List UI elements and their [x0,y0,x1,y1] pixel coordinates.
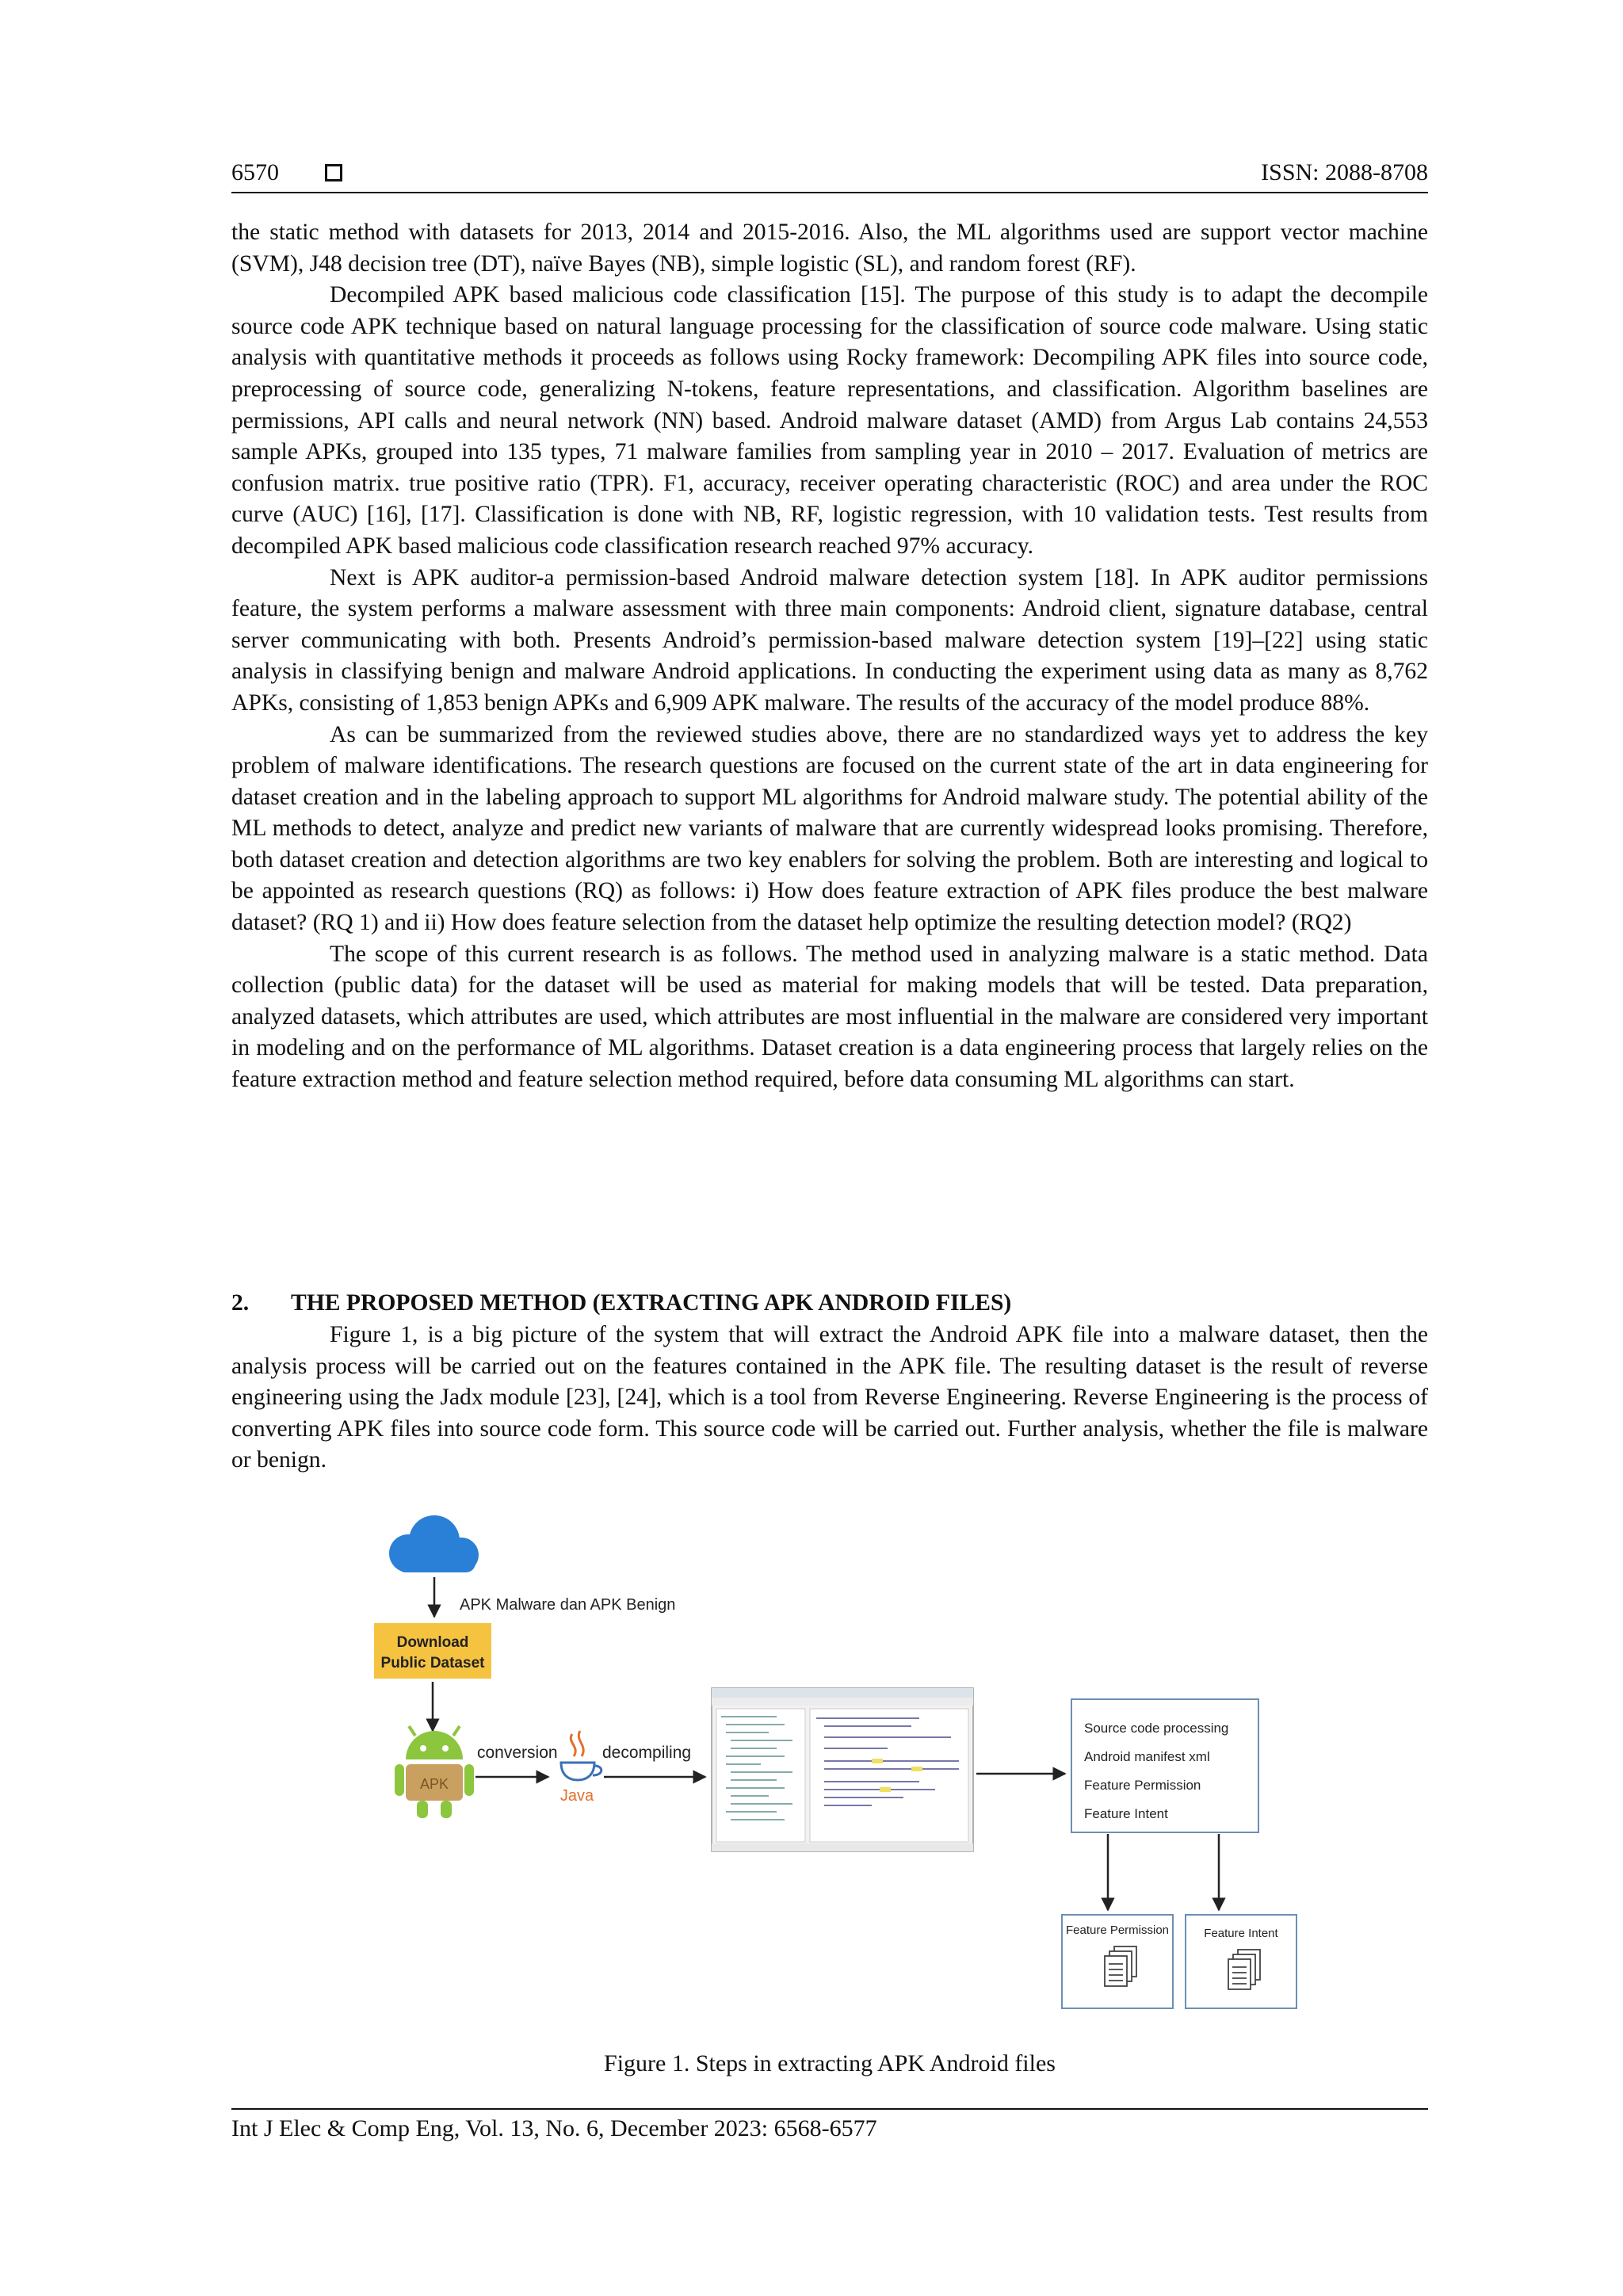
square-icon [325,164,342,181]
feature-permission-label: Feature Permission [1065,1924,1170,1937]
footer-journal: Int J Elec & Comp Eng, Vol. 13, No. 6, December 2023: 6568-6577 [231,2115,877,2141]
decompiling-label: decompiling [602,1744,692,1762]
decompiler-screenshot [712,1688,973,1851]
feature-extraction-box [1071,1699,1258,1832]
figure-1-diagram [365,1506,1300,2029]
download-public-dataset-box [374,1623,491,1679]
paragraph: Next is APK auditor-a permission-based Android malware detection system [18]. In APK auditor permissions feature, the system performs a malware assessment with three main components: Android client, signature database, central server communicating with both. Presents Android’s permission-based malware detection system [19]–[22] using static analysis in classifying benign and malware Android applications. In conducting the experiment using data as many as 8,762 APKs, consisting of 1,853 benign APKs and 6,909 APK malware. The results of the accuracy of the model produce 88%. [231,564,1428,716]
java-icon [560,1731,601,1805]
feature-item: Source code processing [1084,1721,1229,1736]
public-dataset-label: Public Dataset [380,1655,485,1671]
header-rule [231,192,1428,193]
issn: ISSN: 2088-8708 [1261,159,1428,185]
download-label: Download [396,1634,469,1651]
paragraph: Figure 1, is a big picture of the system that will extract the Android APK file into a malware dataset, then the analysis process will be carried out on the features contained in the APK file. The resulting dataset is the result of reverse engineering using the Jadx module [23], [24], which is a tool from Reverse Engineering. Reverse Engineering is the process of converting APK files into source code form. This source code will be carried out. Further analysis, whether the file is malware or benign. [231,1322,1428,1473]
paragraph: the static method with datasets for 2013, 2014 and 2015-2016. Also, the ML algorithms used are support vector machine (SVM), J48 decision tree (DT), naïve Bayes (NB), simple logistic (SL), and random forest (RF). [231,220,1428,277]
document-icon [1105,1946,1136,1986]
page-header [231,155,1428,190]
java-label: Java [559,1787,594,1805]
feature-permission-output [1062,1915,1173,2008]
source-label: APK Malware dan APK Benign [460,1596,676,1614]
page-number: 6570 [231,159,279,185]
paragraph: Decompiled APK based malicious code classification [15]. The purpose of this study is to adapt the decompile source code APK technique based on natural language processing for the classification of source code malware. Using static analysis with quantitative methods it proceeds as follows using Rocky framework: Decompiling APK files into source code, preprocessing of source code, generalizing N-tokens, feature representations, and classification. Algorithm baselines are permissions, API calls and neural network (NN) based. Android malware dataset (AMD) from Argus Lab contains 24,553 sample APKs, grouped into 135 types, 71 malware families from sampling year in 2010 – 2017. Evaluation of metrics are confusion matrix. true positive ratio (TPR). F1, accuracy, receiver operating characteristic (ROC) and area under the ROC curve (AUC) [16], [17]. Classification is done with NB, RF, logistic regression, with 10 validation tests. Test results from decompiled APK based malicious code classification research reached 97% accuracy. [231,282,1428,559]
section-text [231,1320,1428,1477]
section-number: 2. [231,1290,250,1316]
section-heading [231,1288,1428,1320]
apk-label: APK [419,1776,449,1792]
android-apk-icon [395,1726,474,1818]
conversion-label: conversion [477,1744,558,1762]
document-icon [1228,1950,1260,1989]
feature-item: Android manifest xml [1084,1749,1210,1764]
figure-caption: Figure 1. Steps in extracting APK Android files [604,2050,1056,2076]
feature-item: Feature Intent [1084,1806,1168,1821]
feature-intent-label: Feature Intent [1204,1927,1278,1940]
paragraph: As can be summarized from the reviewed studies above, there are no standardized ways yet to address the key problem of malware identifications. The research questions are focused on the current state of the art in data engineering for dataset creation and in the labeling approach to support ML algorithms for Android malware study. The potential ability of the ML methods to detect, analyze and predict new variants of malware that are currently widespread looks promising. Therefore, both dataset creation and detection algorithms are two key enablers for solving the problem. Both are interesting and logical to be appointed as research questions (RQ) as follows: i) How does feature extraction of APK files produce the best malware dataset? (RQ 1) and ii) How does feature selection from the dataset help optimize the resulting detection model? (RQ2) [231,721,1428,936]
feature-item: Feature Permission [1084,1778,1201,1793]
feature-intent-output [1186,1915,1296,2008]
body-text [231,217,1428,1096]
footer-rule [231,2108,1428,2110]
section-title: THE PROPOSED METHOD (EXTRACTING APK ANDROID FILES) [291,1290,1012,1316]
paragraph: The scope of this current research is as follows. The method used in analyzing malware is a static method. Data collection (public data) for the dataset will be used as material for making models that will be tested. Data preparation, analyzed datasets, which attributes are used, which attributes are most influential in the malware are considered very important in modeling and on the performance of ML algorithms. Dataset creation is a data engineering process that largely relies on the feature extraction method and feature selection method required, before data consuming ML algorithms can start. [231,941,1428,1093]
cloud-icon [389,1515,479,1572]
